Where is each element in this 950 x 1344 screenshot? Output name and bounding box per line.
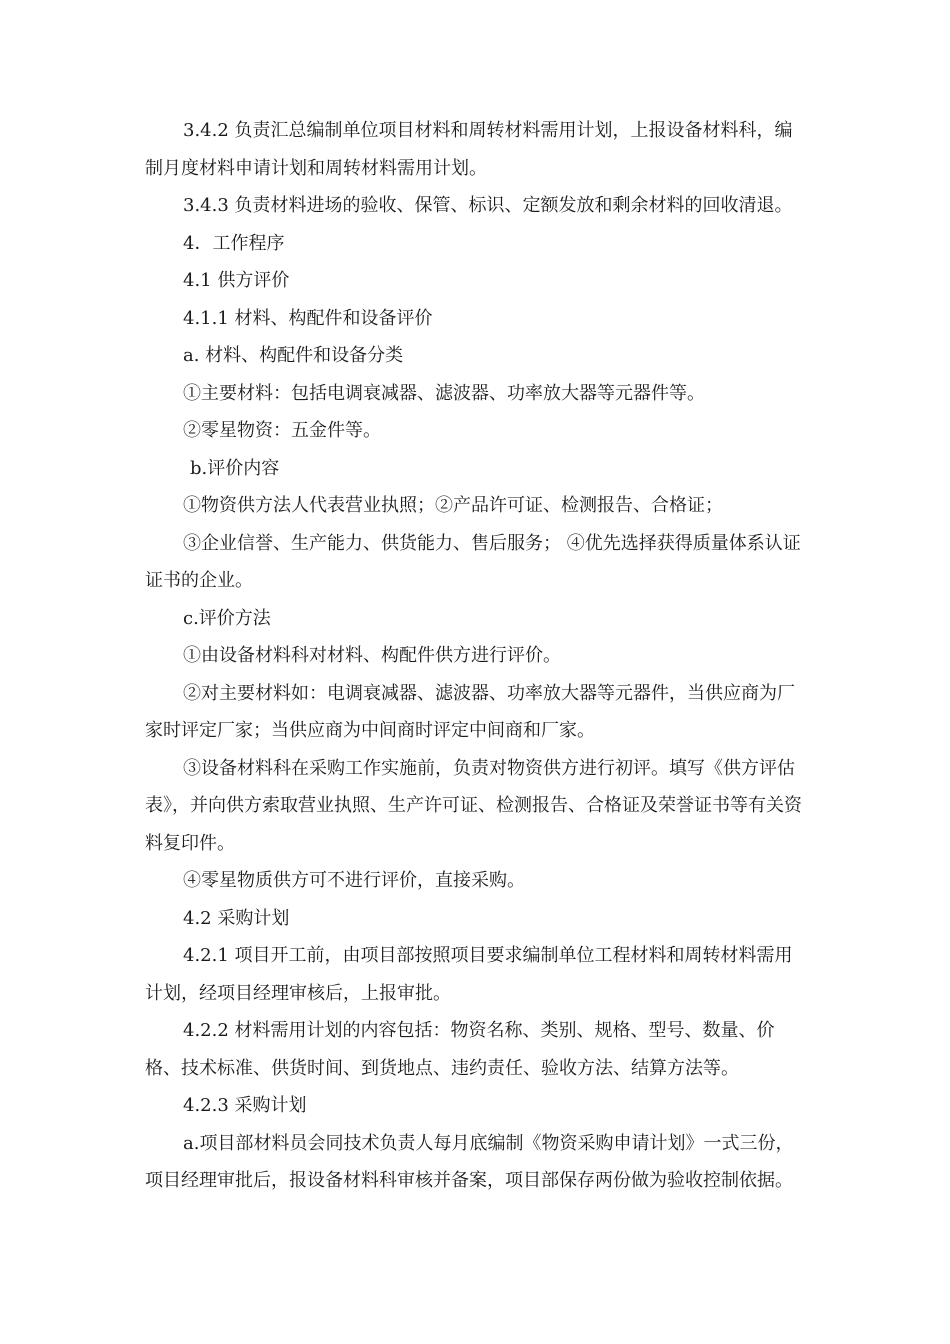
paragraph-4-2-3-a: a.项目部材料员会同技术负责人每月底编制《物资采购申请计划》一式三份，项目经理审批后，报设备材料科审核并备案，项目部保存两份做为验收控制依据。 xyxy=(145,1132,794,1191)
item-c-evaluation-method: c.评价方法 xyxy=(183,607,271,629)
item-reputation-capacity: ③企业信誉、生产能力、供货能力、售后服务； ④优先选择获得质量体系认证证书的企业。 xyxy=(145,532,801,591)
item-method-4: ④零星物质供方可不进行评价，直接采购。 xyxy=(183,870,525,891)
document-body xyxy=(145,112,810,1200)
item-small-materials: ②零星物资：五金件等。 xyxy=(183,420,381,441)
item-a-classification: a. 材料、构配件和设备分类 xyxy=(183,345,404,366)
paragraph-3-4-3: 3.4.3 负责材料进场的验收、保管、标识、定额发放和剩余材料的回收清退。 xyxy=(183,195,793,216)
item-b-evaluation-content: b.评价内容 xyxy=(190,457,280,479)
paragraph-4-2-1: 4.2.1 项目开工前，由项目部按照项目要求编制单位工程材料和周转材料需用计划，经项目经理审核后，上报审批。 xyxy=(145,945,793,1004)
item-method-3: ③设备材料科在采购工作实施前，负责对物资供方进行初评。填写《供方评估表》，并向供方索取营业执照、生产许可证、检测报告、合格证及荣誉证书等有关资料复印件。 xyxy=(145,757,802,854)
item-license-certificates: ①物资供方法人代表营业执照；②产品许可证、检测报告、合格证； xyxy=(183,495,723,516)
heading-4-1: 4.1 供方评价 xyxy=(183,270,290,291)
paragraph-3-4-2: 3.4.2 负责汇总编制单位项目材料和周转材料需用计划，上报设备材料科，编制月度材料申请计划和周转材料需用计划。 xyxy=(145,120,793,179)
item-method-1: ①由设备材料科对材料、构配件供方进行评价。 xyxy=(183,645,561,666)
paragraph-4-2-2: 4.2.2 材料需用计划的内容包括：物资名称、类别、规格、型号、数量、价格、技术标准、供货时间、到货地点、违约责任、验收方法、结算方法等。 xyxy=(145,1020,775,1079)
heading-4-2-3: 4.2.3 采购计划 xyxy=(183,1095,307,1116)
heading-4-2: 4.2 采购计划 xyxy=(183,907,290,929)
heading-4-1-1: 4.1.1 材料、构配件和设备评价 xyxy=(183,307,433,329)
item-main-materials: ①主要材料：包括电调衰减器、滤波器、功率放大器等元器件等。 xyxy=(183,382,705,404)
item-method-2: ②对主要材料如：电调衰减器、滤波器、功率放大器等元器件，当供应商为厂家时评定厂家；当供应商为中间商时评定中间商和厂家。 xyxy=(145,682,795,741)
heading-4-work-procedure: 4．工作程序 xyxy=(183,232,285,254)
